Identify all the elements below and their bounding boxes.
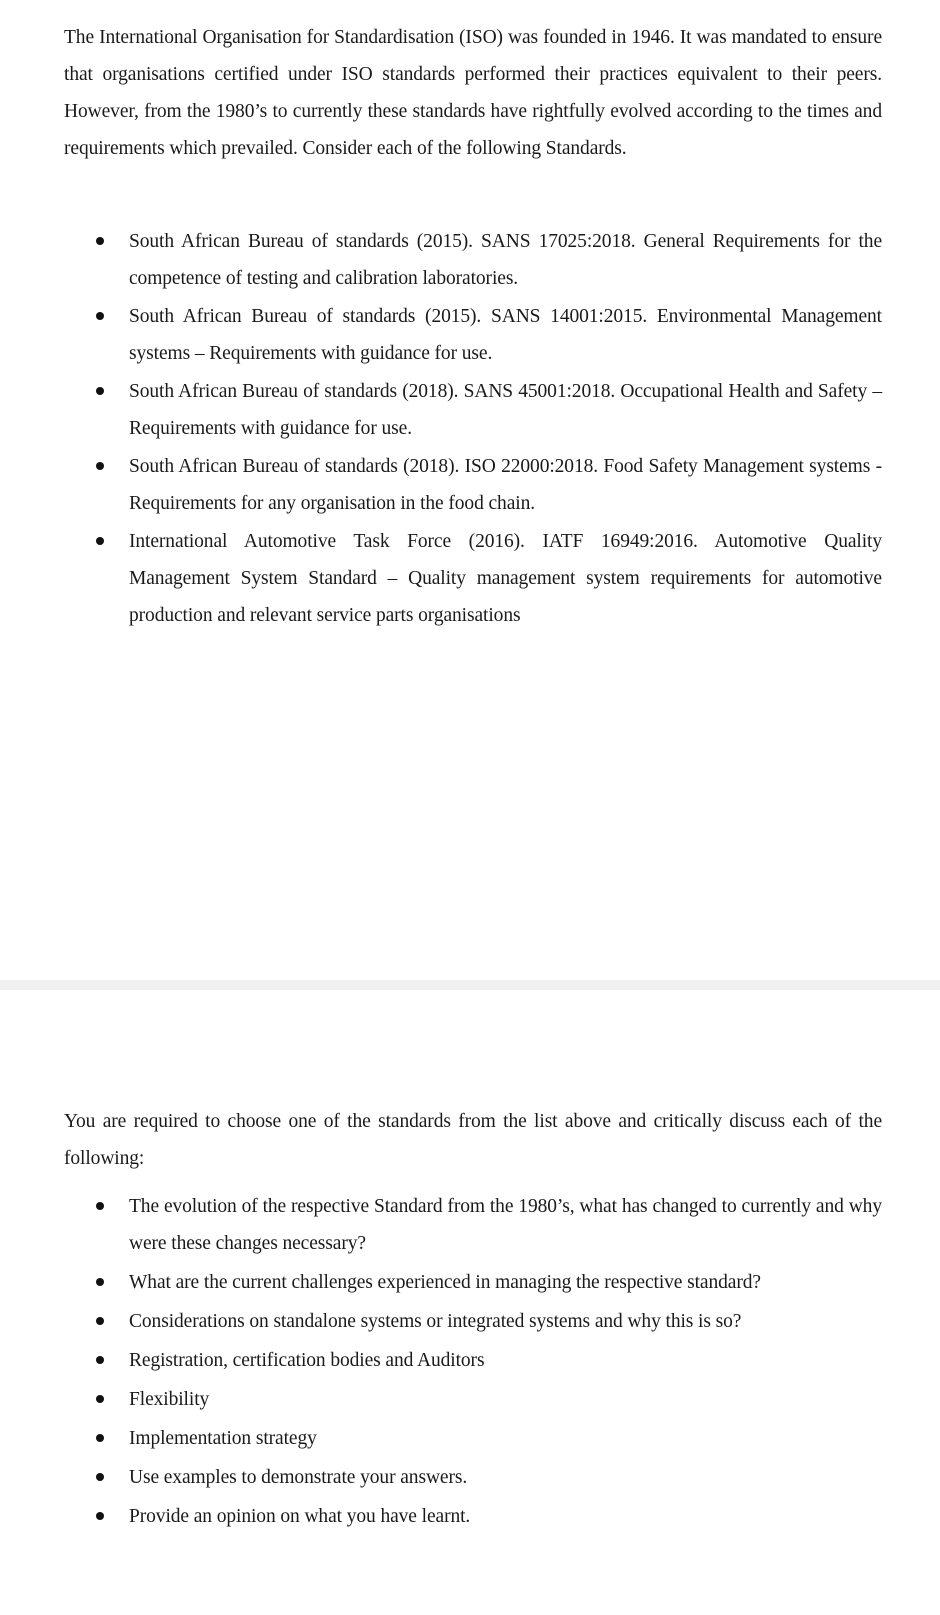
list-item-text: International Automotive Task Force (2016). IATF 16949:2016. Automotive Quality Management System Standard – Quality management system requirements for automotive production and relevant service parts organisations [129,531,882,626]
task-paragraph: You are required to choose one of the standards from the list above and critically discuss each of the following: [64,1111,882,1169]
list-item-text: South African Bureau of standards (2015). SANS 14001:2015. Environmental Management systems – Requirements with guidance for use. [129,306,882,364]
bullet-icon [96,1278,104,1286]
page-separator [0,980,940,990]
list-item-text: Provide an opinion on what you have learnt. [129,1506,471,1527]
list-item-text: Registration, certification bodies and Auditors [129,1350,485,1371]
list-item [0,1381,940,1418]
list-item [0,523,940,634]
list-item-text: South African Bureau of standards (2018). ISO 22000:2018. Food Safety Management systems - Requirements for any organisation in the food chain. [129,456,882,514]
document-page-2 [0,990,940,1615]
list-item [0,1459,940,1496]
list-item [0,1498,940,1535]
bullet-icon [96,387,104,395]
bullet-icon [96,1317,104,1325]
bullet-icon [96,1434,104,1442]
list-item-text: Use examples to demonstrate your answers. [129,1467,468,1488]
bullet-icon [96,1202,104,1210]
list-item [0,373,940,447]
list-item-text: What are the current challenges experienced in managing the respective standard? [129,1272,761,1293]
bullet-icon [96,312,104,320]
list-item-text: Implementation strategy [129,1428,317,1449]
list-item [0,1420,940,1457]
bullet-icon [96,537,104,545]
bullet-icon [96,1356,104,1364]
bullet-icon [96,237,104,245]
list-item [0,1342,940,1379]
bullet-icon [96,462,104,470]
list-item-text: South African Bureau of standards (2015). SANS 17025:2018. General Requirements for the competence of testing and calibration laboratories. [129,231,882,289]
list-item-text: The evolution of the respective Standard from the 1980’s, what has changed to currently and why were these changes necessary? [129,1196,882,1254]
intro-paragraph: The International Organisation for Standardisation (ISO) was founded in 1946. It was mandated to ensure that organisations certified under ISO standards performed their practices equivalent to their peers. However, from the 1980’s to currently these standards have rightfully evolved according to the times and requirements which prevailed. Consider each of the following Standards. [64,27,882,159]
list-item [0,298,940,372]
list-item-text: Flexibility [129,1389,210,1410]
list-item-text: South African Bureau of standards (2018). SANS 45001:2018. Occupational Health and Safety – Requirements with guidance for use. [129,381,882,439]
list-item [0,1264,940,1301]
bullet-icon [96,1512,104,1520]
bullet-icon [96,1395,104,1403]
list-item [0,1303,940,1340]
list-item [0,1188,940,1262]
list-item-text: Considerations on standalone systems or integrated systems and why this is so? [129,1311,742,1332]
standards-list [0,223,940,635]
bullet-icon [96,1473,104,1481]
requirements-list [0,1188,940,1537]
list-item [0,223,940,297]
list-item [0,448,940,522]
